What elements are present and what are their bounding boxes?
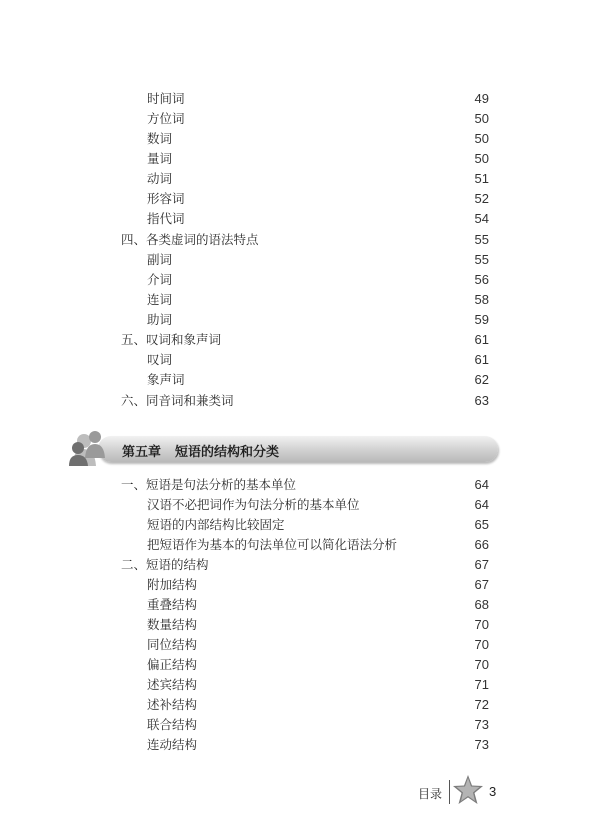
toc-entry-label: 叹词 xyxy=(147,352,173,367)
footer-divider xyxy=(449,780,450,804)
toc-entry[interactable] xyxy=(0,695,600,715)
toc-entry-page: 52 xyxy=(474,191,489,206)
toc-entry-label: 短语的内部结构比较固定 xyxy=(147,517,285,532)
toc-section-heading[interactable] xyxy=(0,555,600,575)
toc-entry[interactable] xyxy=(0,370,600,390)
toc-entry[interactable] xyxy=(0,270,600,290)
people-icon xyxy=(68,428,128,468)
toc-entry-label: 六、同音词和兼类词 xyxy=(121,393,234,408)
toc-entry-label: 数词 xyxy=(147,131,173,146)
toc-entry-label: 汉语不必把词作为句法分析的基本单位 xyxy=(147,497,360,512)
toc-entry[interactable] xyxy=(0,169,600,189)
toc-entry[interactable] xyxy=(0,250,600,270)
chapter-name: 短语的结构和分类 xyxy=(175,445,280,460)
toc-entry-label: 述补结构 xyxy=(147,697,198,712)
toc-entry-label: 二、短语的结构 xyxy=(121,557,209,572)
toc-entry-label: 述宾结构 xyxy=(147,677,198,692)
toc-entry-label: 五、叹词和象声词 xyxy=(121,332,222,347)
toc-section-heading[interactable] xyxy=(0,330,600,350)
toc-entry[interactable] xyxy=(0,209,600,229)
toc-entry[interactable] xyxy=(0,675,600,695)
toc-entry[interactable] xyxy=(0,350,600,370)
toc-entry[interactable] xyxy=(0,290,600,310)
toc-entry-page: 70 xyxy=(474,657,489,672)
toc-entry[interactable] xyxy=(0,735,600,755)
page-footer xyxy=(0,770,600,810)
toc-entry[interactable] xyxy=(0,655,600,675)
toc-entry[interactable] xyxy=(0,635,600,655)
toc-entry-label: 四、各类虚词的语法特点 xyxy=(121,232,259,247)
toc-entry-label: 助词 xyxy=(147,312,173,327)
toc-entry[interactable] xyxy=(0,149,600,169)
toc-entry-page: 63 xyxy=(474,393,489,408)
toc-entry[interactable] xyxy=(0,109,600,129)
toc-entry-page: 64 xyxy=(474,477,489,492)
toc-entry-label: 方位词 xyxy=(147,111,185,126)
toc-entry-page: 66 xyxy=(474,537,489,552)
toc-entry-page: 50 xyxy=(474,131,489,146)
toc-entry-page: 65 xyxy=(474,517,489,532)
page-number: 3 xyxy=(489,784,497,799)
toc-entry-label: 数量结构 xyxy=(147,617,198,632)
toc-entry-label: 象声词 xyxy=(147,372,185,387)
toc-entry-page: 56 xyxy=(474,272,489,287)
toc-entry-label: 重叠结构 xyxy=(147,597,198,612)
toc-entry-page: 70 xyxy=(474,637,489,652)
toc-entry-page: 50 xyxy=(474,151,489,166)
toc-entry-label: 一、短语是句法分析的基本单位 xyxy=(121,477,297,492)
toc-entry[interactable] xyxy=(0,129,600,149)
toc-entry-page: 67 xyxy=(474,577,489,592)
toc-entry-page: 71 xyxy=(474,677,489,692)
toc-entry-label: 附加结构 xyxy=(147,577,198,592)
toc-section-heading[interactable] xyxy=(0,230,600,250)
toc-entry-page: 64 xyxy=(474,497,489,512)
toc-entry-label: 连动结构 xyxy=(147,737,198,752)
toc-entry-label: 连词 xyxy=(147,292,173,307)
toc-entry-label: 偏正结构 xyxy=(147,657,198,672)
toc-entry-page: 72 xyxy=(474,697,489,712)
toc-section-heading[interactable] xyxy=(0,475,600,495)
toc-entry[interactable] xyxy=(0,515,600,535)
chapter-banner[interactable] xyxy=(68,428,508,468)
toc-entry-label: 联合结构 xyxy=(147,717,198,732)
toc-entry-label: 把短语作为基本的句法单位可以简化语法分析 xyxy=(147,537,398,552)
toc-entry[interactable] xyxy=(0,595,600,615)
toc-entry-page: 49 xyxy=(474,91,489,106)
toc-entry[interactable] xyxy=(0,310,600,330)
toc-entry-page: 73 xyxy=(474,717,489,732)
toc-entry[interactable] xyxy=(0,575,600,595)
toc-entry-label: 形容词 xyxy=(147,191,185,206)
footer-section-label: 目录 xyxy=(418,787,443,801)
chapter-number: 第五章 xyxy=(122,445,162,460)
toc-entry[interactable] xyxy=(0,615,600,635)
toc-entry-page: 70 xyxy=(474,617,489,632)
star-icon xyxy=(452,774,484,806)
toc-entry-page: 55 xyxy=(474,252,489,267)
toc-entry[interactable] xyxy=(0,189,600,209)
toc-entry-page: 58 xyxy=(474,292,489,307)
toc-entry-page: 55 xyxy=(474,232,489,247)
toc-entry-page: 54 xyxy=(474,211,489,226)
toc-entry-label: 时间词 xyxy=(147,91,185,106)
toc-entry-label: 介词 xyxy=(147,272,173,287)
toc-entry-label: 量词 xyxy=(147,151,173,166)
toc-entry-page: 50 xyxy=(474,111,489,126)
toc-entry-page: 67 xyxy=(474,557,489,572)
toc-entry-page: 62 xyxy=(474,372,489,387)
chapter-title xyxy=(122,441,279,460)
toc-entry-page: 68 xyxy=(474,597,489,612)
toc-entry[interactable] xyxy=(0,495,600,515)
toc-entry-label: 动词 xyxy=(147,171,173,186)
toc-entry-page: 61 xyxy=(474,352,489,367)
toc-entry-page: 59 xyxy=(474,312,489,327)
toc-entry-label: 副词 xyxy=(147,252,173,267)
toc-section-heading[interactable] xyxy=(0,391,600,411)
toc-entry[interactable] xyxy=(0,535,600,555)
toc-entry[interactable] xyxy=(0,715,600,735)
toc-entry-page: 51 xyxy=(474,171,489,186)
toc-entry[interactable] xyxy=(0,89,600,109)
toc-entry-label: 同位结构 xyxy=(147,637,198,652)
toc-entry-label: 指代词 xyxy=(147,211,185,226)
toc-entry-page: 61 xyxy=(474,332,489,347)
toc-entry-page: 73 xyxy=(474,737,489,752)
